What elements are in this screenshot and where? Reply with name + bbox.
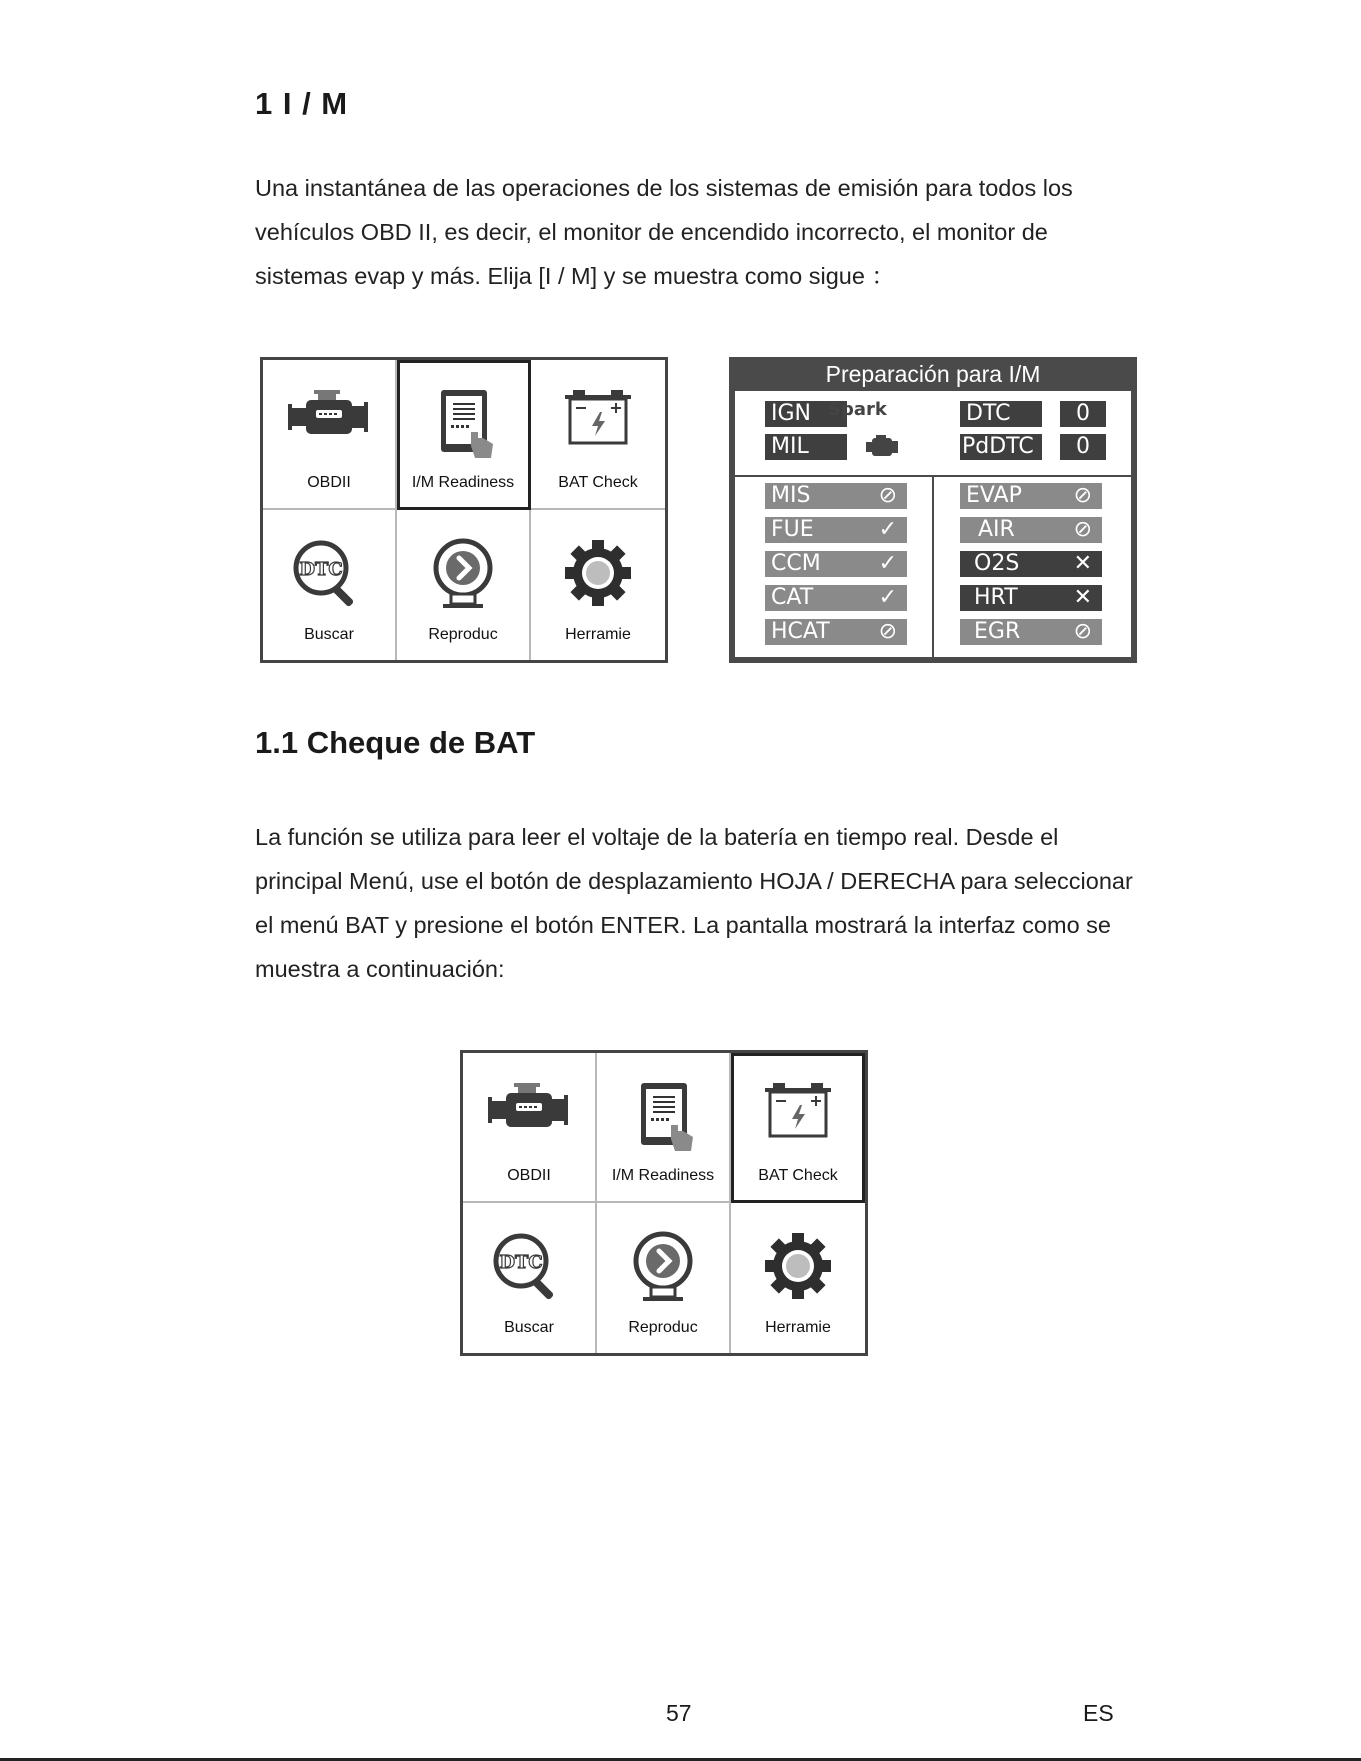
im-screen-column-divider	[932, 477, 934, 657]
monitor-air: AIR ⊘	[960, 517, 1102, 543]
mil-label: MIL	[765, 434, 847, 460]
section-1-paragraph: Una instantánea de las operaciones de los sistemas de emisión para todos los vehículos OBD II, es decir, el monitor de encendido incorrecto, el monitor de sistemas evap y más. Elija [I / M] y se muestra como sigue ：	[255, 175, 1073, 289]
tablet-touch-icon	[431, 388, 495, 460]
menu-item-obdii[interactable]	[463, 1053, 597, 1203]
monitor-cat: CAT ✓	[765, 585, 907, 611]
status-icon: ⊘	[1073, 483, 1092, 508]
monitor-o2s: O2S ✕	[960, 551, 1102, 577]
menu-item-label: Reproduc	[628, 1319, 698, 1336]
status-icon: ✓	[878, 585, 897, 610]
playback-icon	[431, 538, 495, 610]
status-icon: ✕	[1073, 585, 1092, 610]
menu-item-herramie[interactable]	[531, 510, 665, 660]
dtc-search-icon	[491, 1231, 567, 1301]
menu-item-obdii[interactable]	[263, 360, 397, 510]
page-number: 57	[666, 1700, 692, 1726]
status-icon: ⊘	[1073, 517, 1092, 542]
svg-text:DTC: DTC	[499, 1252, 543, 1273]
menu-item-label: BAT Check	[758, 1167, 838, 1184]
menu-item-bat-check[interactable]	[731, 1053, 865, 1203]
spark-label: Spark	[828, 399, 887, 420]
menu-item-label: Herramie	[565, 626, 631, 643]
menu-item-label: OBDII	[507, 1167, 551, 1184]
playback-icon	[631, 1231, 695, 1303]
menu-item-label: Buscar	[304, 626, 354, 643]
pddtc-value: 0	[1060, 434, 1106, 460]
engine-icon	[488, 1081, 570, 1137]
monitor-evap: EVAP ⊘	[960, 483, 1102, 509]
menu-item-label: Buscar	[504, 1319, 554, 1336]
menu-item-label: Reproduc	[428, 626, 498, 643]
menu-item-im-readiness[interactable]	[397, 360, 531, 510]
status-icon: ✓	[878, 551, 897, 576]
gear-icon	[563, 538, 633, 608]
svg-text:DTC: DTC	[299, 559, 343, 580]
language-code: ES	[1083, 1700, 1114, 1726]
menu-item-label: Herramie	[765, 1319, 831, 1336]
gear-icon	[763, 1231, 833, 1301]
menu-item-buscar[interactable]	[263, 510, 397, 660]
engine-icon	[288, 388, 370, 444]
im-screen-body	[735, 391, 1131, 657]
dtc-value: 0	[1060, 401, 1106, 427]
ign-label: IGN	[765, 401, 847, 427]
menu-item-label: I/M Readiness	[611, 1167, 715, 1184]
mil-engine-icon	[865, 435, 899, 459]
dtc-label: DTC	[960, 401, 1042, 427]
monitor-hrt: HRT ✕	[960, 585, 1102, 611]
status-icon: ✕	[1073, 551, 1092, 576]
menu-item-im-readiness[interactable]	[597, 1053, 731, 1203]
menu-item-label: OBDII	[307, 474, 351, 491]
status-icon: ⊘	[878, 483, 897, 508]
menu-item-label: I/M Readiness	[411, 474, 515, 491]
monitor-egr: EGR ⊘	[960, 619, 1102, 645]
menu-item-reproduc[interactable]	[597, 1203, 731, 1353]
monitor-ccm: CCM ✓	[765, 551, 907, 577]
section-1-title: 1 I / M	[255, 86, 349, 121]
battery-icon	[763, 1081, 833, 1141]
im-screen-title: Preparación para I/M	[825, 361, 1041, 387]
menu-item-buscar[interactable]	[463, 1203, 597, 1353]
monitor-mis: MIS ⊘	[765, 483, 907, 509]
main-menu-grid-1	[260, 357, 668, 663]
status-icon: ⊘	[1073, 619, 1092, 644]
dtc-search-icon	[291, 538, 367, 608]
main-menu-grid-2	[460, 1050, 868, 1356]
status-icon: ⊘	[878, 619, 897, 644]
section-2-paragraph: La función se utiliza para leer el voltaje de la batería en tiempo real. Desde el principal Menú, use el botón de desplazamiento HOJA / DERECHA para seleccionar el menú BAT y presione el botón ENTER. La pantalla mostrará la interfaz como se muestra a continuación:	[255, 824, 1133, 982]
monitor-fue: FUE ✓	[765, 517, 907, 543]
im-readiness-screen	[729, 357, 1137, 663]
tablet-touch-icon	[631, 1081, 695, 1153]
section-2-title: 1.1 Cheque de BAT	[255, 725, 536, 760]
menu-item-herramie[interactable]	[731, 1203, 865, 1353]
menu-item-bat-check[interactable]	[531, 360, 665, 510]
menu-item-label: BAT Check	[558, 474, 638, 491]
menu-item-reproduc[interactable]	[397, 510, 531, 660]
status-icon: ✓	[878, 517, 897, 542]
monitor-hcat: HCAT ⊘	[765, 619, 907, 645]
battery-icon	[563, 388, 633, 448]
pddtc-label: PdDTC	[960, 434, 1042, 460]
